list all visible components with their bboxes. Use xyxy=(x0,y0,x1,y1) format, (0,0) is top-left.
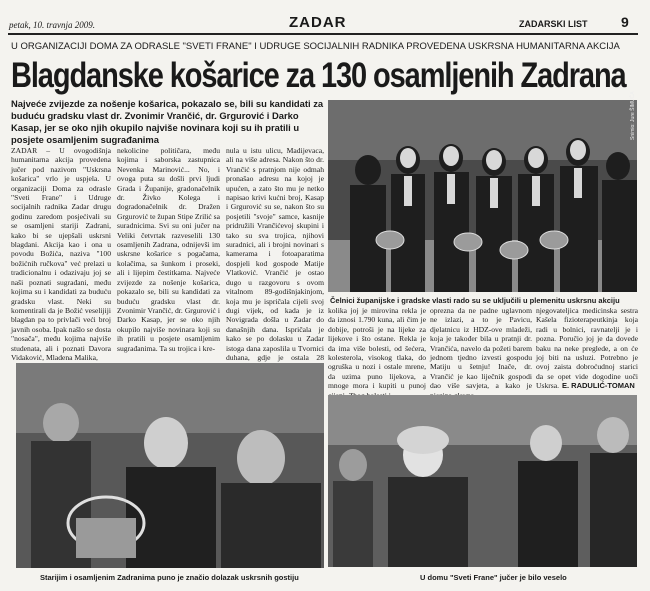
article-column-6: njegovateljica medicinska sestra Kašela fizioterapeutkinja koja radi u bolnici, ravnatelji je i pozna. Poručio joj je da dovede baku na neke pregledе, a on će joj biti na usluzi. Potrebno je ovoj zaista dobroćudnoj starici da se opet vide dogodine uoči Uskrsa. xyxy=(536,306,638,391)
elderly-visit-image xyxy=(16,363,324,568)
headline: Blagdanske košarice za 130 osamljenih Zadrana xyxy=(11,57,626,96)
author-signature: E. RADULIĆ-TOMAN xyxy=(562,381,635,390)
newspaper-name: ZADARSKI LIST xyxy=(519,19,588,29)
issue-date: petak, 10. travnja 2009. xyxy=(9,20,95,30)
bottom-right-caption: U domu "Sveti Frane" jučer je bilo veselo xyxy=(420,573,567,582)
bottom-right-photo xyxy=(328,395,637,567)
article-column-1: ZADAR – U ovogodišnja humanitarna akcija provedena jučer pod nazivom "Uskrsna košarica" vrlo je uspjela. U organizaciji Doma za odrasle "Sveti Frane" i Udruge socijalnih radnika Zadar drugu godinu zaredom posjećivali su se osamljeni stariji Zadrani, kako bi se ujepšali uskrsni blagdani. Akcija kao i ona u povodu Božića, naziva "100 božićnih ručkova" već prelazi u tradicionalnu i odazivaju joj se naši poznati sugrađani, među kojima su i kandidati za buduću gradsku vlast. Neki su komentirali da je Božić veselijiji blagdan pa to privlači veći broj javnih osoba. Ipak našlo se dosta "nosača", među kojima najviše studenata, ali i poznati Davora Vidaković, Mladena Malika, xyxy=(11,146,111,362)
article-column-5: oprezna da ne padne uglavnom ne izlazi, a to je Pavicu, djelatnicu iz HDZ-ove mladeži, koja je također bila u pratnji dr. Vrančića, navelo da požeti barem jednom tjedno izvesti gospodu Matiju u šetnju! Inače, dr. Vrančić je kao liječnik gospodi dao više savjeta, a kako je xyxy=(430,306,532,391)
header-rule xyxy=(8,33,638,35)
article-column-4: kolika joj je mirovina rekla je da iznosi 1.790 kuna, ali čim je dobije, potroši je na lijeke za lijekove i što ostane. Rekla je da ima više bolesti, od šećera, kolesterola, visokog tlaka, do ogruška u nozi i ostale mrene, da uzima puno lijekova, a mnoge mora i kupiti u punoj xyxy=(328,306,426,391)
section-logo: ZADAR xyxy=(289,14,347,31)
page-number: 9 xyxy=(621,14,629,30)
photo-credit: Snimio: Jure ŠIMUČA xyxy=(630,91,636,140)
bottom-left-photo xyxy=(16,363,324,568)
kicker: U ORGANIZACIJI DOMA ZA ODRASLE "SVETI FRANE" I UDRUGE SOCIJALNIH RADNIKA PROVEDENA USKRSNA HUMANITARNA AKCIJA xyxy=(11,41,620,52)
top-photo xyxy=(328,100,637,292)
group-photo-image xyxy=(328,100,637,292)
bottom-left-caption: Starijim i osamljenim Zadranima puno je značio dolazak uskrsnih gostiju xyxy=(40,573,299,582)
article-column-2: nekolicine političara, među kojima i saborska zastupnica Nevenka Marinović... No, i ovoga puta su došli prvi ljudi Grada i Županije, gradonačelnik dr. Živko Kolega i dogradonačelnik dr. Dražen Grgurović te župan Stipe Zrilić sa suradnicima. Svi su oni jučer na Veliki četvrtak razveselili 130 osamljenih Zadrana, odnijevši im uskrsne košarice s pogačama, kolačima, sa šunkom i proseki, ali i lijepim čestitkama. Najveće zvijezde za nošenje košarica, pokazalo se, bili su kandidati za buduću gradsku vlast dr. Zvonimir Vrančić, dr. Grgurović i Darko Kasap, jer se oko njih okupilo najviše novinara koji su ih pratili u posjete osamljenim sugrađanima. Ta su trojica i kre- xyxy=(117,146,220,353)
top-photo-caption: Čelnici županijske i gradske vlasti rado su se uključili u plemenitu uskrsnu akciju xyxy=(330,296,620,305)
home-residents-image xyxy=(328,395,637,567)
lead-paragraph: Najveće zvijezde za nošenje košarica, pokazalo se, bili su kandidati za buduću gradsku vlast dr. Zvonimir Vrančić, dr. Grgurović i Darko Kasap, jer se oko njih okupilo najviše novinara koji su ih pratili u posjete osamljenim sugrađanima xyxy=(11,98,324,145)
article-column-3: nula u istu ulicu, Madijevaca, ali na više adresa. Nakon što dr. Vrančić s pratnjom nije odmah pronašao adresu na kojoj je upućen, a zato što mu je netko napisao krivi kućni broj, Kasap i Grgurović su se, nakon što su posjetili "svoje" samce, kasnije pridružili Vrančićevoj skupini i tako su sva trojica, njihovi suradnici, ali i brojni novinari s kamerama i fotoaparatima dospjeli kod gospode Matije Vlatković. Vrančić je ostao dugo u razgovoru s ovom vitalnom 89-godišnjakinjom, koja mu je ispričala cijeli svoj dugi vijek, od kada je iz Novigrada došla u Zadar do današnjih dana. Ispričala je kako se po dolasku u Zadar istoga dana zaposlila u Tvornici duhana, gdje je ostala 28 xyxy=(226,146,324,362)
